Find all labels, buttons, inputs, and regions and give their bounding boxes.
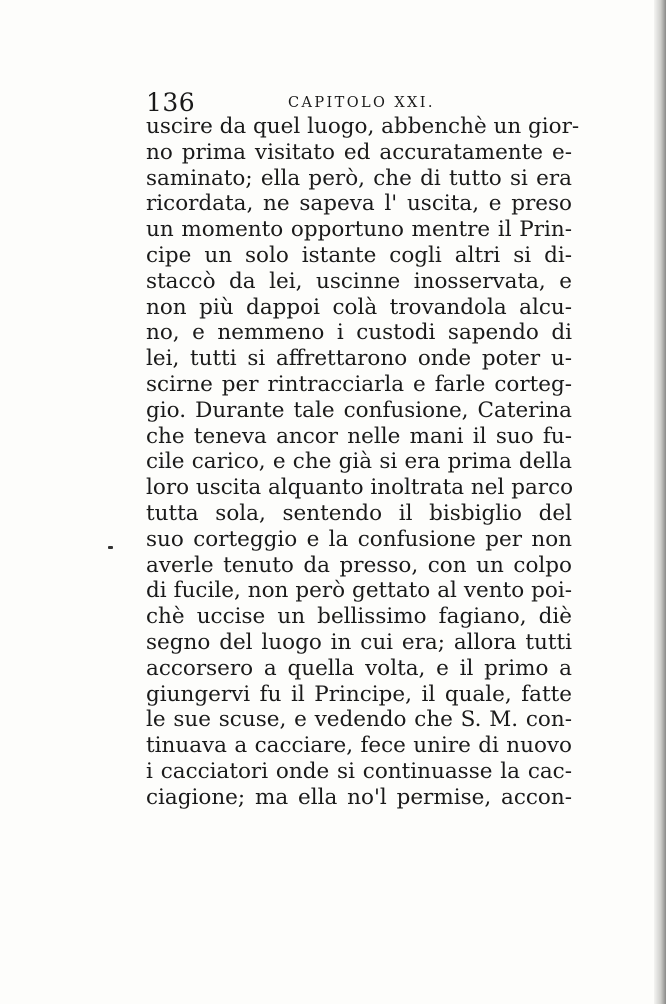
text-line: tinuava a cacciare, fece unire di nuovo	[146, 733, 572, 759]
text-line: cile carico, e che già si era prima della	[146, 449, 572, 475]
text-line: staccò da lei, uscinne inosservata, e	[146, 268, 572, 294]
text-line: lei, tutti si affrettarono onde poter u-	[146, 346, 572, 372]
page-number: 136	[146, 88, 196, 117]
text-line: suo corteggio e la confusione per non	[146, 526, 572, 552]
text-line: giungervi fu il Principe, il quale, fatte	[146, 681, 572, 707]
text-line: accorsero a quella volta, e il primo a	[146, 655, 572, 681]
text-line: di fucile, non però gettato al vento poi-	[146, 578, 572, 604]
text-line: un momento opportuno mentre il Prin-	[146, 217, 572, 243]
text-line: ricordata, ne sapeva l' uscita, e preso	[146, 191, 572, 217]
text-line: scirne per rintracciarla e farle corteg-	[146, 371, 572, 397]
text-line: le sue scuse, e vedendo che S. M. con-	[146, 707, 572, 733]
text-line: saminato; ella però, che di tutto si era	[146, 165, 572, 191]
text-line: uscire da quel luogo, abbenchè un gior-	[146, 114, 580, 139]
text-line: loro uscita alquanto inoltrata nel parco	[146, 475, 574, 501]
text-line: gio. Durante tale confusione, Caterina	[146, 397, 572, 423]
ink-speck	[108, 546, 113, 549]
text-line: segno del luogo in cui era; allora tutti	[146, 629, 572, 655]
text-line: ciagione; ma ella no'l permise, accon-	[146, 784, 572, 810]
text-line: no prima visitato ed accuratamente e-	[146, 139, 572, 165]
text-line: averle tenuto da presso, con un colpo	[146, 552, 572, 578]
text-line: che teneva ancor nelle mani il suo fu-	[146, 423, 572, 449]
text-line: tutta sola, sentendo il bisbiglio del	[146, 500, 572, 526]
body-text	[146, 114, 580, 811]
text-line: no, e nemmeno i custodi sapendo di	[146, 320, 572, 346]
text-line: chè uccise un bellissimo fagiano, diè	[146, 604, 572, 630]
text-line: i cacciatori onde si continuasse la cac-	[146, 758, 572, 784]
text-line: cipe un solo istante cogli altri si di-	[146, 242, 572, 268]
page-edge-shadow	[654, 0, 666, 1004]
text-line: non più dappoi colà trovandola alcu-	[146, 294, 572, 320]
running-head: CAPITOLO XXI.	[288, 95, 435, 111]
